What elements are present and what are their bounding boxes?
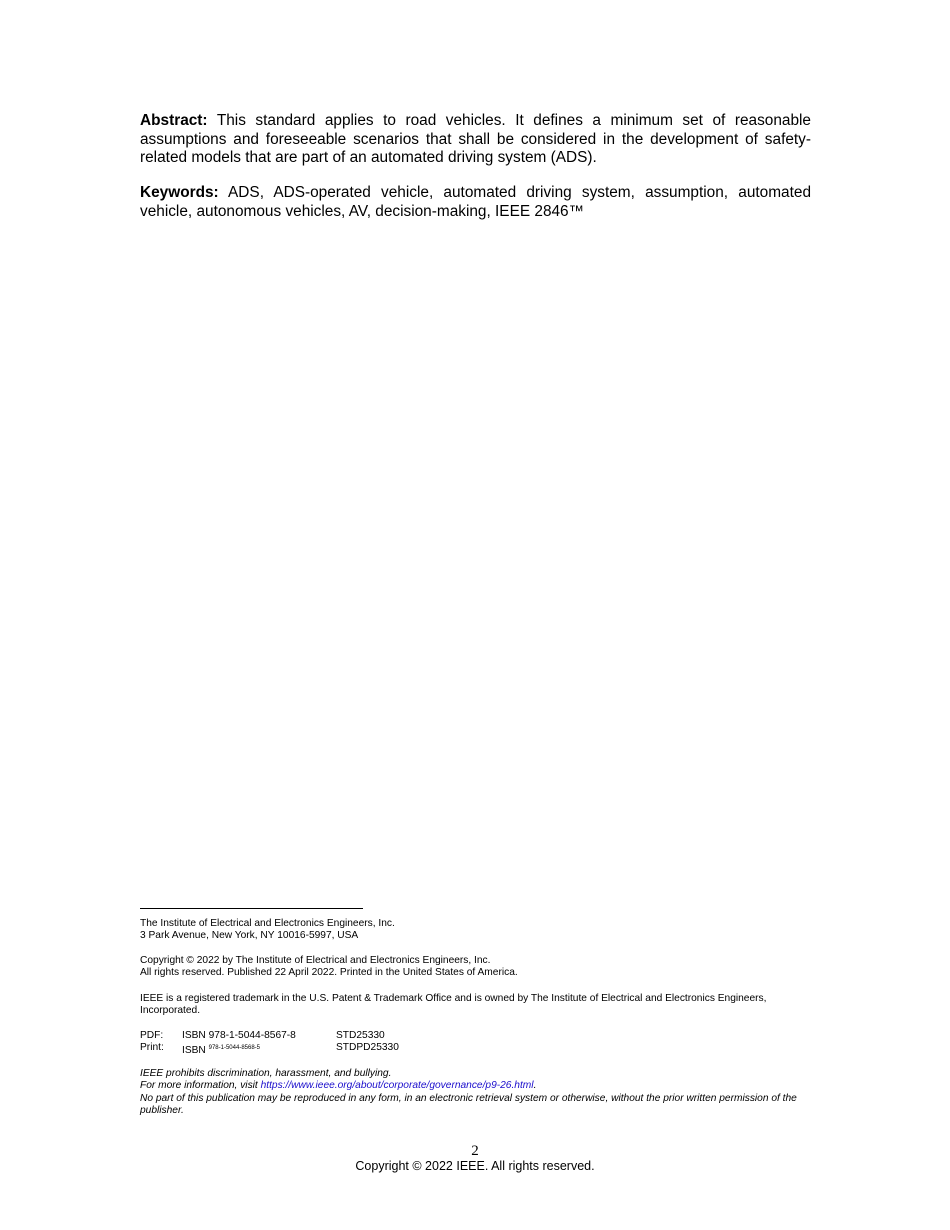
legal-line-1: IEEE prohibits discrimination, harassment, and bullying. bbox=[140, 1068, 392, 1079]
isbn-row-print bbox=[140, 1042, 811, 1057]
abstract-text: This standard applies to road vehicles. It defines a minimum set of reasonable assumptions and foreseeable scenarios that shall be considered in the development of safety-related models that are part of an automated driving system (ADS). bbox=[140, 112, 811, 166]
publisher-name: The Institute of Electrical and Electronics Engineers, Inc. bbox=[140, 918, 395, 929]
isbn-pdf-std: STD25330 bbox=[336, 1030, 385, 1041]
copyright-line-2: All rights reserved. Published 22 April 2022. Printed in the United States of America. bbox=[140, 967, 518, 979]
copyright-line-1: Copyright © 2022 by The Institute of Electrical and Electronics Engineers, Inc. bbox=[140, 955, 491, 966]
abstract-section bbox=[140, 112, 811, 168]
footer-copyright: Copyright © 2022 IEEE. All rights reserved. bbox=[355, 1159, 595, 1173]
trademark-text: IEEE is a registered trademark in the U.S. Patent & Trademark Office and is owned by The Institute of Electrical and Electronics Engineers, Incorporated. bbox=[140, 993, 767, 1017]
isbn-print-superscript: 978-1-5044-8568-5 bbox=[208, 1045, 260, 1052]
isbn-print-label: Print: bbox=[140, 1042, 164, 1054]
legal-line-2 bbox=[140, 1080, 811, 1092]
legal-line-2-prefix: For more information, visit bbox=[140, 1080, 261, 1092]
keywords-text: ADS, ADS-operated vehicle, automated driving system, assumption, automated vehicle, autonomous vehicles, AV, decision-making, IEEE 2846™ bbox=[140, 184, 811, 220]
isbn-print-number bbox=[182, 1042, 336, 1057]
isbn-pdf-label: PDF: bbox=[140, 1030, 164, 1041]
isbn-print-prefix: ISBN bbox=[182, 1045, 206, 1057]
keywords-section bbox=[140, 184, 811, 221]
abstract-paragraph bbox=[140, 112, 811, 168]
legal-line-2-suffix: . bbox=[533, 1080, 537, 1092]
copyright-info bbox=[140, 955, 811, 980]
isbn-row-pdf bbox=[140, 1030, 811, 1042]
isbn-pdf-number: ISBN 978-1-5044-8567-8 bbox=[182, 1030, 296, 1041]
legal-notice bbox=[140, 1068, 811, 1118]
isbn-info bbox=[140, 1030, 811, 1058]
keywords-paragraph bbox=[140, 184, 811, 221]
footnote-divider bbox=[140, 908, 363, 909]
publisher-address: 3 Park Avenue, New York, NY 10016-5997, USA bbox=[140, 930, 359, 942]
publisher-info bbox=[140, 918, 811, 943]
governance-link[interactable]: https://www.ieee.org/about/corporate/governance/p9-26.html bbox=[260, 1080, 534, 1092]
abstract-label: Abstract: bbox=[140, 112, 208, 129]
page-number: 2 bbox=[471, 1143, 479, 1159]
isbn-print-std: STDPD25330 bbox=[336, 1042, 399, 1054]
keywords-label: Keywords: bbox=[140, 184, 219, 201]
legal-line-3: No part of this publication may be reproduced in any form, in an electronic retrieval system or otherwise, without the prior written permission of the publisher. bbox=[140, 1092, 797, 1117]
trademark-notice bbox=[140, 993, 811, 1018]
